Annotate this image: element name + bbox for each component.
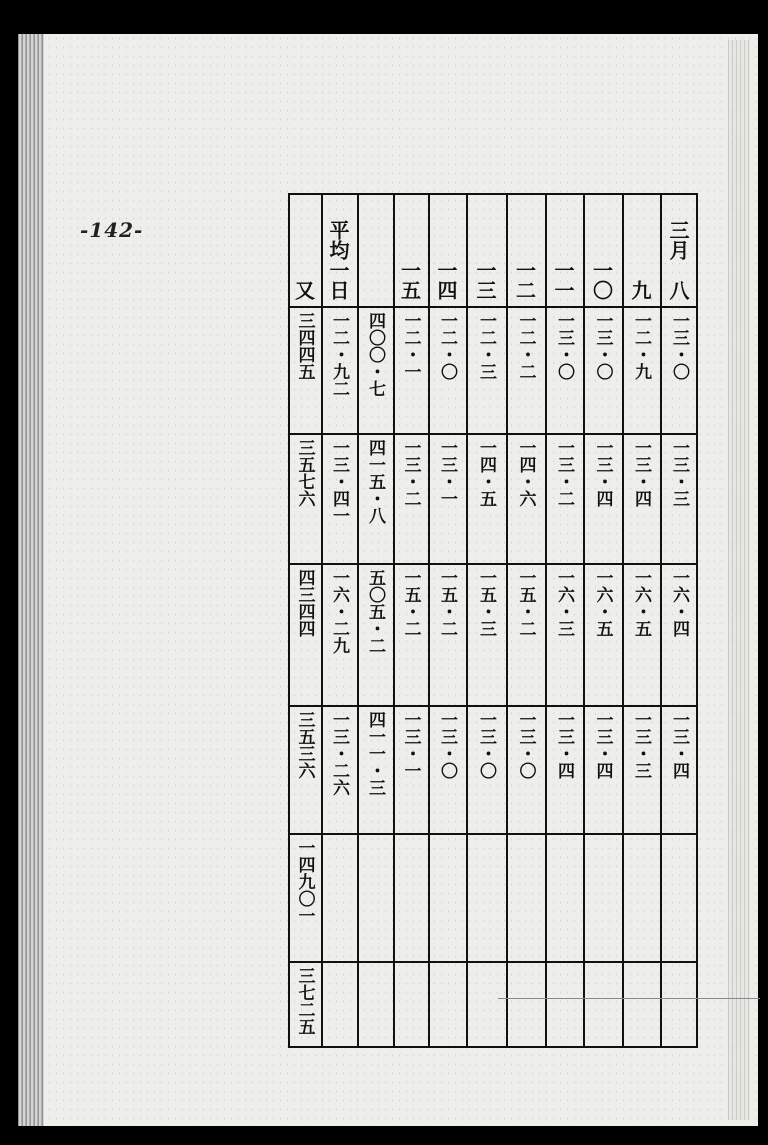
table-rule <box>288 833 698 835</box>
column-header: 一四 <box>434 260 458 300</box>
table-cell: 三五三六 <box>294 711 315 779</box>
table-rule <box>321 193 323 1048</box>
table-cell: 一三・二 <box>554 439 574 507</box>
table-rule <box>583 193 585 1048</box>
column-header: 又 <box>291 280 316 300</box>
table-cell: 一三・四 <box>592 439 613 507</box>
table-rule <box>696 193 698 1048</box>
table-cell: 一三・〇 <box>669 312 689 380</box>
column-header: 九 <box>628 280 652 300</box>
table-cell: 一五・二 <box>400 569 421 637</box>
table-cell: 一三・四 <box>631 439 651 507</box>
table-cell: 五〇五・二 <box>365 569 385 654</box>
page-number: -142- <box>80 218 144 242</box>
table-cell: 一三・四 <box>669 711 689 779</box>
table-rule <box>288 306 698 308</box>
table-cell: 一三・〇 <box>554 312 574 380</box>
table-cell: 一四・五 <box>476 439 496 507</box>
table-cell: 一二・九 <box>631 312 651 380</box>
table-cell: 四一五・八 <box>365 439 385 524</box>
table-cell: 三五七六 <box>294 439 315 507</box>
table-cell: 一三・一 <box>400 711 421 779</box>
table-cell: 一五・三 <box>476 569 496 637</box>
table-rule <box>393 193 395 1048</box>
column-header: 一五 <box>397 260 422 300</box>
column-header: 一三 <box>473 260 497 300</box>
table-rule <box>545 193 547 1048</box>
table-cell: 一三・四 <box>554 711 574 779</box>
table-cell: 三七二五 <box>294 967 315 1035</box>
table-cell: 一三・〇 <box>515 711 536 779</box>
table-cell: 一三・四 <box>592 711 613 779</box>
column-header: 一一 <box>551 260 575 300</box>
table-cell: 一二・三 <box>476 312 496 380</box>
table-cell: 一六・五 <box>592 569 613 637</box>
table-cell: 一三・四一 <box>329 439 349 524</box>
table-rule <box>622 193 624 1048</box>
table-rule <box>428 193 430 1048</box>
table-rule <box>357 193 359 1048</box>
table-cell: 一三・〇 <box>437 711 457 779</box>
table-cell: 一二・一 <box>400 312 421 380</box>
table-cell: 三四四五 <box>294 312 315 380</box>
table-cell: 一六・三 <box>554 569 574 637</box>
table-cell: 一三・〇 <box>592 312 613 380</box>
table-cell: 一六・四 <box>669 569 689 637</box>
stray-rule <box>498 998 760 999</box>
table-cell: 一三・二 <box>400 439 421 507</box>
table-cell: 一二・二 <box>515 312 536 380</box>
table-rule <box>288 705 698 707</box>
page-right-edge <box>728 40 750 1120</box>
table-cell: 一三・二六 <box>329 711 349 796</box>
table-rule <box>288 1046 698 1048</box>
table-cell: 一四九〇一 <box>294 839 315 924</box>
table-rule <box>288 193 290 1048</box>
table-cell: 一五・二 <box>437 569 457 637</box>
column-header: 一〇 <box>589 260 614 300</box>
table-rule <box>506 193 508 1048</box>
table-rule <box>660 193 662 1048</box>
table-cell: 一四・六 <box>515 439 536 507</box>
table-cell: 四一一・三 <box>365 711 385 796</box>
table-cell: 一三・一 <box>437 439 457 507</box>
column-header: 三月 八 <box>666 220 690 300</box>
column-header: 一二 <box>512 260 537 300</box>
table-cell: 一二・九二 <box>329 312 349 397</box>
table-cell: 四三四四 <box>294 569 315 637</box>
table-cell: 四〇〇・七 <box>365 312 385 397</box>
column-header: 平均一日 <box>326 220 350 300</box>
table-cell: 一六・二九 <box>329 569 349 654</box>
table-rule <box>288 563 698 565</box>
table-cell: 一三・三 <box>631 711 651 779</box>
table-cell: 一五・二 <box>515 569 536 637</box>
table-cell: 一二・〇 <box>437 312 457 380</box>
page-left-edge <box>18 34 44 1126</box>
table-rule <box>288 433 698 435</box>
table-cell: 一三・〇 <box>476 711 496 779</box>
table-rule <box>466 193 468 1048</box>
table-cell: 一三・三 <box>669 439 689 507</box>
data-table <box>288 193 698 1048</box>
table-rule <box>288 193 698 195</box>
table-cell: 一六・五 <box>631 569 651 637</box>
table-rule <box>288 961 698 963</box>
